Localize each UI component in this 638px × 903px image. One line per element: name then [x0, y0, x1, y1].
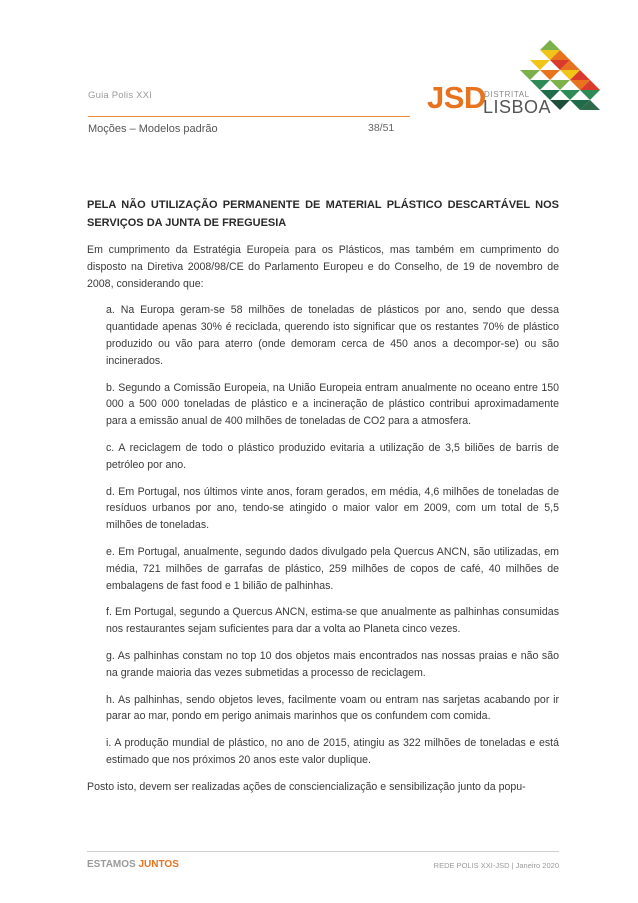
slogan-part-2: JUNTOS	[138, 859, 179, 870]
logo-distrital: DISTRITAL	[484, 90, 530, 99]
closing-paragraph: Posto isto, devem ser realizadas ações de consciencialização e sensibilização junto da popu-	[87, 780, 526, 793]
list-item: a. Na Europa geram-se 58 milhões de toneladas de plásticos por ano, sendo que dessa quantidade apenas 30% é reciclada, querendo isto significar que os restantes 70% de plástico produzido ou vão para aterro (onde demoram cerca de 450 anos a decompor-se) ou são incinerados.	[106, 304, 559, 367]
list-item: i. A produção mundial de plástico, no ano de 2015, atingiu as 322 milhões de toneladas e está estimado que nos próximos 20 anos este valor duplique.	[106, 737, 559, 766]
list-item: e. Em Portugal, anualmente, segundo dados divulgado pela Quercus ANCN, são utilizadas, em média, 721 milhões de garrafas de plástico, 259 milhões de copos de café, 40 milhões de embalagens de fast food e 1 bilião de palhinhas.	[106, 545, 559, 592]
guide-title: Guia Polis XXI	[88, 90, 153, 101]
footer-network: REDE POLIS XXI-JSD | Janeiro 2020	[433, 861, 559, 870]
document-body	[87, 196, 559, 796]
list-item: f. Em Portugal, segundo a Quercus ANCN, estima-se que anualmente as palhinhas consumidas nos restaurantes sejam suficientes para dar a volta ao Planeta cinco vezes.	[106, 606, 559, 636]
slogan-part-1: ESTAMOS	[87, 859, 136, 870]
section-title: Moções – Modelos padrão	[88, 123, 218, 135]
page-number: 38/51	[368, 122, 395, 134]
footer-slogan	[87, 859, 179, 870]
document-title: PELA NÃO UTILIZAÇÃO PERMANENTE DE MATERIAL PLÁSTICO DESCARTÁVEL NOS SERVIÇOS DA JUNTA DE FREGUESIA	[87, 199, 559, 229]
header-divider	[88, 116, 410, 117]
logo-lisboa: LISBOA	[483, 97, 552, 117]
list-item: h. As palhinhas, sendo objetos leves, facilmente voam ou entram nas sarjetas acabando por ir parar ao mar, pondo em perigo animais marinhos que os confundem com comida.	[106, 693, 559, 723]
list-item: b. Segundo a Comissão Europeia, na União Europeia entram anualmente no oceano entre 150 000 a 500 000 toneladas de plástico e a incineração de plástico contribui aproximadamente para a emissão anual de 400 milhões de toneladas de CO2 para a atmosfera.	[106, 381, 559, 428]
list-item: g. As palhinhas constam no top 10 dos objetos mais encontrados nas nossas praias e não são na grande maioria das vezes submetidas a processo de reciclagem.	[106, 649, 559, 679]
footer-divider	[87, 851, 559, 852]
logo-jsd: JSD	[427, 80, 486, 115]
list-item: d. Em Portugal, nos últimos vinte anos, foram gerados, em média, 4,6 milhões de toneladas de resíduos urbanos por ano, tendo-se atingido o maior valor em 2009, com um total de 5,5 milhões de toneladas.	[106, 485, 559, 532]
intro-paragraph: Em cumprimento da Estratégia Europeia para os Plásticos, mas também em cumprimento do disposto na Diretiva 2008/98/CE do Parlamento Europeu e do Conselho, de 19 de novembro de 2008, considerando que:	[87, 244, 559, 290]
list-item: c. A reciclagem de todo o plástico produzido evitaria a utilização de 3,5 biliões de barris de petróleo por ano.	[106, 441, 559, 471]
